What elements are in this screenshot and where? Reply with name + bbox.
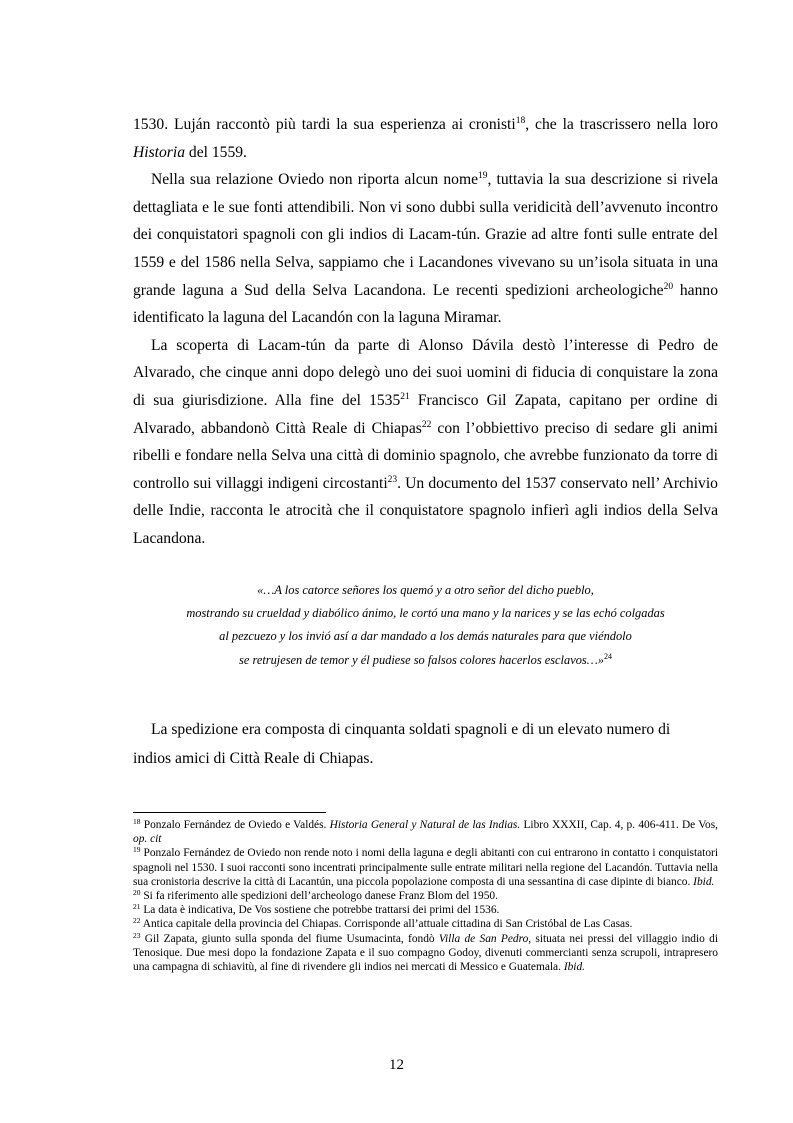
paragraph-4-line-2: indios amici di Città Reale di Chiapas. xyxy=(133,749,374,767)
footnote-21: $^{21}$ La data è indicativa, De Vos sostiene che potrebbe trattarsi dei primi del 1536. xyxy=(133,902,500,917)
paragraph-4 xyxy=(133,716,718,773)
quote-line-2: mostrando su crueldad y diabólico ánimo, le cortó una mano y la narices y se las echó colgadas xyxy=(186,606,665,621)
quote-line-4: se retrujesen de temor y él pudiese so falsos colores hacerlos esclavos…»$^{24}$ xyxy=(239,651,612,667)
block-quote xyxy=(133,579,718,672)
footnote-ref-20[interactable]: 20 xyxy=(663,281,674,292)
quote-line-3: al pezcuezo y los invió así a dar mandado a los demás naturales para que viéndolo xyxy=(219,629,632,644)
footnote-19: $^{19}$ Ponzalo Fernández de Oviedo non rende noto i nomi della laguna e degli abitanti con cui entrarono in contatto i conquistatori spagnoli nel 1530. I suoi racconti sono incentrati principalmente sulle entrate militari nella regione del Lacandón. Tuttavia nella sua cronistoria descrive la città di Lacantún, una piccola popolazione composta di una sessantina di case dipinte di bianco. Ibid. xyxy=(133,845,718,888)
footnote-20: $^{20}$ Si fa riferimento alle spedizioni dell’archeologo danese Franz Blom del 1950. xyxy=(133,888,498,903)
footnote-23: $^{23}$ Gil Zapata, giunto sulla sponda del fiume Usumacinta, fondò Villa de San Pedro, situata nei pressi del villaggio indio di Tenosique. Due mesi dopo la fondazione Zapata e il suo compagno Godoy, divenuti commercianti senza scrupoli, intrapresero una campagna di schiavitù, al fine di rivendere gli indios nei mercati di Messico e Guatemala. Ibid. xyxy=(133,930,718,974)
paragraph-4-line-1: La spedizione era composta di cinquanta soldati spagnoli e di un elevato numero di xyxy=(151,721,671,738)
page-number: 12 xyxy=(389,1057,404,1073)
footnote-divider xyxy=(133,812,326,813)
footnote-ref-19[interactable]: 19 xyxy=(478,171,488,182)
paragraph-3: La scoperta di Lacam-tún da parte di Alonso Dávila destò l’interesse di Pedro de Alvarado, che cinque anni dopo delegò uno dei suoi uomini di fiducia di conquistare la zona di sua giurisdizione. Alla fine del 1535$^{21}$ Francisco Gil Zapata, capitano per ordine di Alvarado, abbandonò Città Reale di Chiapas$^{22}$ con l’obbiettivo preciso di sedare gli animi ribelli e fondare nella Selva una città di dominio spagnolo, che avrebbe funzionato da torre di controllo sui villaggi indigeni circostanti$^{23}$. Un documento del 1537 conservato nell’ Archivio delle Indie, racconta le atrocità che il conquistatore spagnolo infierì agli indios della Selva Lacandona. xyxy=(133,336,719,547)
footnote-18: $^{18}$ Ponzalo Fernández de Oviedo e Valdés. Historia General y Natural de las Indias. Libro XXXII, Cap. 4, p. 406-411. De Vos, op. cit xyxy=(133,817,718,846)
footnote-ref-21[interactable]: 21 xyxy=(400,391,410,402)
paragraph-1: 1530. Luján raccontò più tardi la sua esperienza ai cronisti$^{18}$, che la trascrissero nella loro Historia del 1559. xyxy=(133,116,719,161)
footnote-22: $^{22}$ Antica capitale della provincia del Chiapas. Corrisponde all’attuale cittadina di San Cristóbal de Las Casas. xyxy=(133,916,633,931)
main-text xyxy=(133,111,718,553)
footnote-ref-18[interactable]: 18 xyxy=(515,116,526,126)
footnote-ref-23[interactable]: 23 xyxy=(387,474,398,485)
footnotes xyxy=(133,818,718,974)
footnote-ref-22[interactable]: 22 xyxy=(421,419,432,430)
paragraph-2: Nella sua relazione Oviedo non riporta alcun nome$^{19}$, tuttavia la sua descrizione si rivela dettagliata e le sue fonti attendibili. Non vi sono dubbi sulla veridicità dell’avvenuto incontro dei conquistatori spagnoli con gli indios di Lacam-tún. Grazie ad altre fonti sulle entrate del 1559 e del 1586 nella Selva, sappiamo che i Lacandones vivevano su un’isola situata in una grande laguna a Sud della Selva Lacandona. Le recenti spedizioni archeologiche$^{20}$ hanno identificato la laguna del Lacandón con la laguna Miramar. xyxy=(133,171,718,327)
footnote-ref-24[interactable]: 24 xyxy=(603,651,612,661)
quote-line-1: «…A los catorce señores los quemó y a otro señor del dicho pueblo, xyxy=(257,583,594,597)
